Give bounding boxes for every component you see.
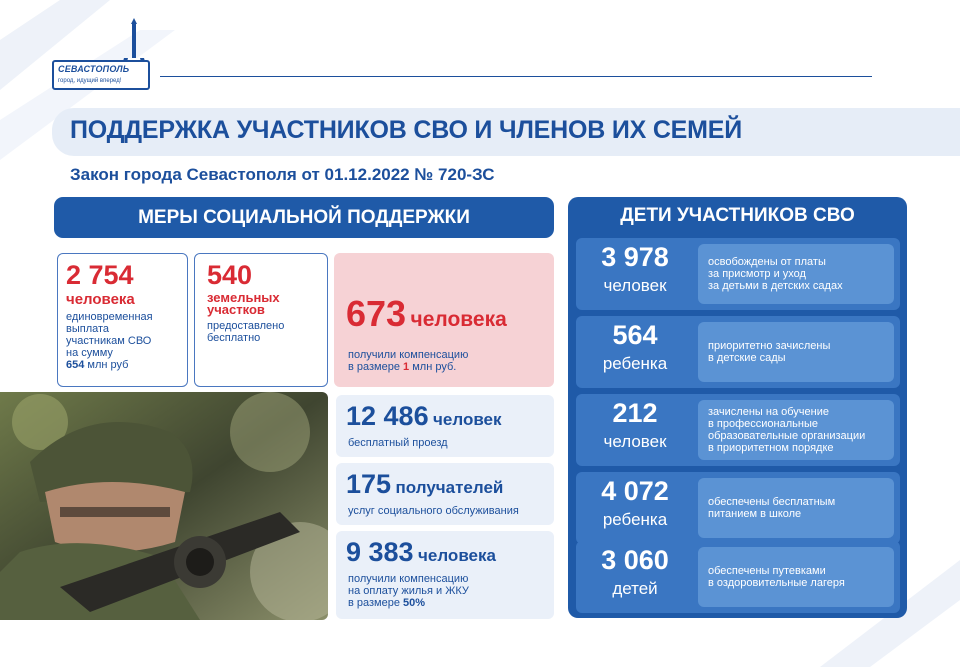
card-free-travel xyxy=(336,395,554,457)
children-row-unit: человек xyxy=(603,276,667,295)
children-row-desc-line: в детские сады xyxy=(708,352,786,364)
card2-unit2: участков xyxy=(207,302,265,317)
children-row-desc-line: за детьми в детских садах xyxy=(708,280,843,292)
children-row-desc xyxy=(698,400,894,460)
children-heading: ДЕТИ УЧАСТНИКОВ СВО xyxy=(620,205,855,226)
children-row-unit: человек xyxy=(603,432,667,451)
card1-amount-line xyxy=(66,359,153,371)
card6-line3-row xyxy=(348,597,469,609)
children-row-number: 564 xyxy=(612,320,658,350)
card1-line4: на сумму xyxy=(66,347,113,359)
social-support-heading xyxy=(54,197,554,238)
card3-number: 673 xyxy=(346,293,407,334)
children-row xyxy=(576,238,900,310)
card2-unit xyxy=(207,292,280,316)
card5-desc: услуг социального обслуживания xyxy=(348,505,519,517)
card5-unit: получателей xyxy=(395,478,504,497)
card-social-services xyxy=(336,463,554,525)
card-land-plots xyxy=(194,253,328,387)
city-logo xyxy=(52,18,158,90)
children-row-number: 212 xyxy=(612,398,658,428)
card1-line1: единовременная xyxy=(66,311,153,323)
card3-amount: 1 xyxy=(403,361,410,373)
children-row-desc-line: зачислены на обучение xyxy=(708,406,829,418)
children-row-desc xyxy=(698,244,894,304)
children-row-number: 3 060 xyxy=(601,545,669,575)
children-row-desc-line: в оздоровительные лагеря xyxy=(708,577,845,589)
page-title: ПОДДЕРЖКА УЧАСТНИКОВ СВО И ЧЛЕНОВ ИХ СЕМЕЙ xyxy=(70,116,743,144)
children-row xyxy=(576,472,900,544)
card3-desc xyxy=(348,349,468,373)
children-row-unit: ребенка xyxy=(602,354,668,373)
card2-number: 540 xyxy=(207,260,253,290)
card1-amount-unit: млн руб xyxy=(87,359,129,371)
card6-percent: 50% xyxy=(403,597,426,609)
card2-line1: предоставлено xyxy=(207,320,285,332)
card4-desc: бесплатный проезд xyxy=(348,437,448,449)
children-row-number: 3 978 xyxy=(601,242,669,272)
children-row-unit: детей xyxy=(612,579,658,598)
children-row-desc xyxy=(698,322,894,382)
card3-line1: получили компенсацию xyxy=(348,349,469,361)
children-row xyxy=(576,394,900,466)
children-row-desc-line: в профессиональные xyxy=(708,418,818,430)
soldier-photo xyxy=(0,392,328,620)
card6-line3: в размере xyxy=(348,597,400,609)
children-row-desc-line: освобождены от платы xyxy=(708,256,826,268)
children-row-desc-line: приоритетно зачислены xyxy=(708,340,831,352)
card4-number: 12 486 xyxy=(346,401,429,431)
card6-number: 9 383 xyxy=(346,537,414,567)
children-row-desc xyxy=(698,547,894,607)
card1-number: 2 754 xyxy=(66,260,134,290)
card5-headline xyxy=(346,469,503,500)
children-row-desc-line: обеспечены бесплатным xyxy=(708,496,836,508)
social-support-heading-text: МЕРЫ СОЦИАЛЬНОЙ ПОДДЕРЖКИ xyxy=(138,206,470,228)
children-row-desc-line: в приоритетном порядке xyxy=(708,442,834,454)
children-row-desc xyxy=(698,478,894,538)
card1-desc xyxy=(66,311,153,371)
card1-amount: 654 xyxy=(66,359,85,371)
card4-unit: человек xyxy=(433,410,502,429)
children-row-desc-line: образовательные организации xyxy=(708,430,866,442)
logo-name: СЕВАСТОПОЛЬ xyxy=(58,64,130,74)
logo-box xyxy=(52,60,150,90)
children-row-number: 4 072 xyxy=(601,476,669,506)
children-row-desc-line: обеспечены путевками xyxy=(708,565,826,577)
card1-line3: участникам СВО xyxy=(66,335,152,347)
card1-unit: человека xyxy=(66,291,135,308)
soldier-illustration xyxy=(0,392,328,620)
children-row xyxy=(576,316,900,388)
card3-line2-row xyxy=(348,361,468,373)
card4-headline xyxy=(346,401,502,432)
card2-unit1: земельных xyxy=(207,290,280,305)
children-row-desc-line: питанием в школе xyxy=(708,508,802,520)
law-subtitle: Закон города Севастополя от 01.12.2022 № 720-ЗС xyxy=(70,165,495,184)
card6-desc xyxy=(348,573,469,609)
card6-headline xyxy=(346,537,496,568)
card-housing-compensation xyxy=(336,531,554,619)
card3-amount-unit: млн руб. xyxy=(412,361,457,373)
card-compensation-1m xyxy=(334,253,554,387)
card3-headline xyxy=(346,293,507,335)
card3-unit: человека xyxy=(410,308,507,331)
card6-unit: человека xyxy=(418,546,496,565)
children-row xyxy=(576,541,900,613)
card2-line2: бесплатно xyxy=(207,332,261,344)
logo-slogan: город, идущий вперед! xyxy=(58,78,122,84)
card-one-time-payment xyxy=(57,253,188,387)
card5-number: 175 xyxy=(346,469,392,499)
header-divider xyxy=(160,76,872,77)
card2-desc xyxy=(207,320,284,344)
children-row-desc-line: за присмотр и уход xyxy=(708,268,806,280)
card3-line2: в размере xyxy=(348,361,400,373)
card6-line2: на оплату жилья и ЖКУ xyxy=(348,585,469,597)
children-row-unit: ребенка xyxy=(602,510,668,529)
card6-line1: получили компенсацию xyxy=(348,573,469,585)
card1-line2: выплата xyxy=(66,323,110,335)
